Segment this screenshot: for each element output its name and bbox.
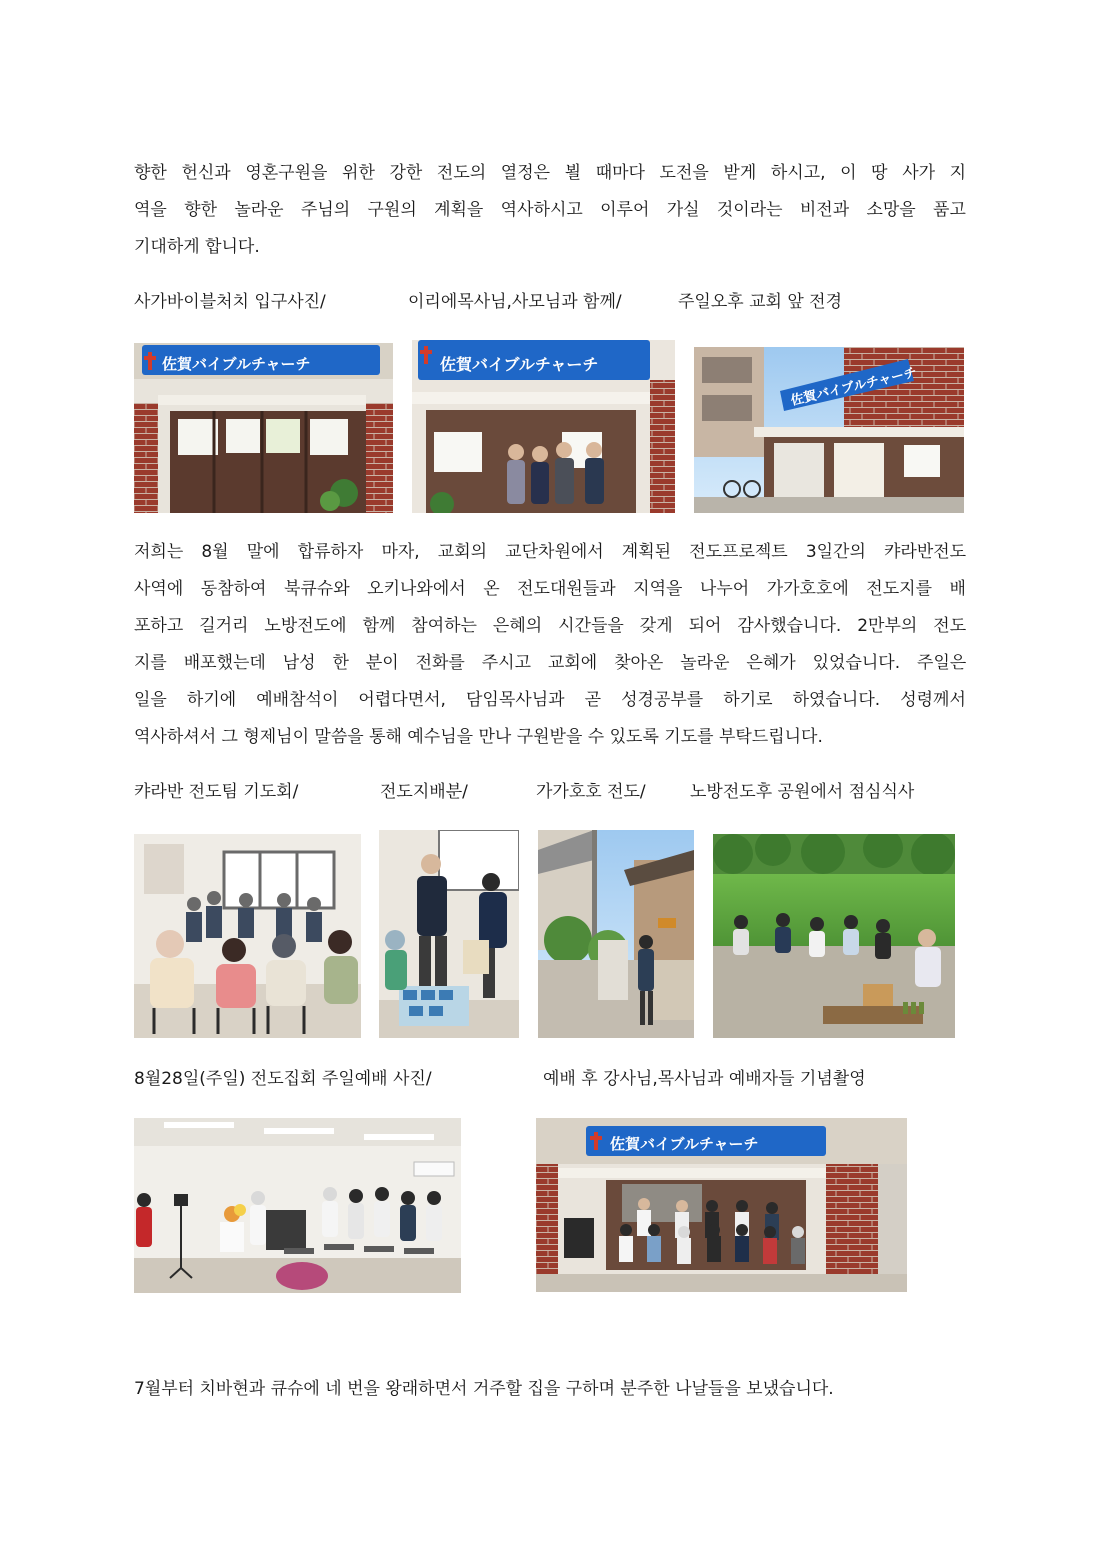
caption-church-entrance: 사가바이블처치 입구사진/ (134, 292, 326, 312)
paragraph-line: 7월부터 치바현과 큐슈에 네 번을 왕래하면서 거주할 집을 구하며 분주한 나날들을 보냈습니다. (134, 1379, 834, 1399)
photo-church-street-view (694, 347, 964, 513)
svg-text:佐賀バイブルチャーチ: 佐賀バイブルチャーチ (440, 355, 599, 374)
paragraph-line: 기대하게 합니다. (134, 237, 260, 257)
caption-prayer-meeting: 캬라반 전도팀 기도회/ (134, 782, 299, 802)
paragraph-line: 역을 향한 놀라운 주님의 구원의 계획을 역사하시고 이루어 가실 것이라는 비전과 소망을 품고 (134, 200, 966, 220)
paragraph-line: 지를 배포했는데 남성 한 분이 전화를 주시고 교회에 찾아온 놀라운 은혜가 있었습니다. 주일은 (134, 653, 967, 673)
photo-sunday-service (134, 1118, 461, 1293)
paragraph-line: 일을 하기에 예배참석이 어렵다면서, 담임목사님과 곧 성경공부를 하기로 하였습니다. 성령께서 (134, 690, 966, 710)
caption-sunday-service: 8월28일(주일) 전도집회 주일예배 사진/ (134, 1069, 432, 1089)
photo-door-to-door (538, 830, 694, 1038)
photo-church-entrance (134, 343, 393, 513)
photo-tract-distribution (379, 830, 519, 1038)
svg-text:佐賀バイブルチャーチ: 佐賀バイブルチャーチ (789, 365, 919, 409)
paragraph-house-search (134, 1371, 966, 1408)
caption-group-photo: 예배 후 강사님,목사님과 예배자들 기념촬영 (543, 1069, 866, 1089)
photo-prayer-meeting (134, 834, 361, 1038)
photo-pastor-couple (412, 340, 675, 513)
sign-text: 佐賀バイブルチャーチ (162, 355, 311, 373)
caption-door-to-door: 가가호호 전도/ (536, 782, 646, 802)
paragraph-caravan-evangelism (134, 534, 966, 756)
paragraph-line: 포하고 길거리 노방전도에 함께 참여하는 은혜의 시간들을 갖게 되어 감사했습니다. 2만부의 전도 (134, 616, 967, 636)
caption-tract-distribution: 전도지배분/ (380, 782, 468, 802)
paragraph-line: 저희는 8월 말에 합류하자 마자, 교회의 교단차원에서 계획된 전도프로젝트 3일간의 캬라반전도 (134, 542, 967, 562)
paragraph-line: 역사하셔서 그 형제님이 말씀을 통해 예수님을 만나 구원받을 수 있도록 기도를 부탁드립니다. (134, 727, 823, 747)
caption-pastor-photo: 이리에목사님,사모님과 함께/ (408, 292, 622, 312)
svg-text:佐賀バイブルチャーチ: 佐賀バイブルチャーチ (610, 1135, 759, 1153)
paragraph-line: 향한 헌신과 영혼구원을 위한 강한 전도의 열정은 뵐 때마다 도전을 받게 하시고, 이 땅 사가 지 (134, 163, 967, 183)
photo-park-lunch (713, 834, 955, 1038)
caption-church-front-view: 주일오후 교회 앞 전경 (678, 292, 843, 312)
paragraph-intro (134, 155, 966, 266)
caption-park-lunch: 노방전도후 공원에서 점심식사 (690, 782, 915, 802)
paragraph-line: 사역에 동참하여 북큐슈와 오키나와에서 온 전도대원들과 지역을 나누어 가가호호에 전도지를 배 (134, 579, 966, 599)
photo-group-church-front (536, 1118, 907, 1292)
